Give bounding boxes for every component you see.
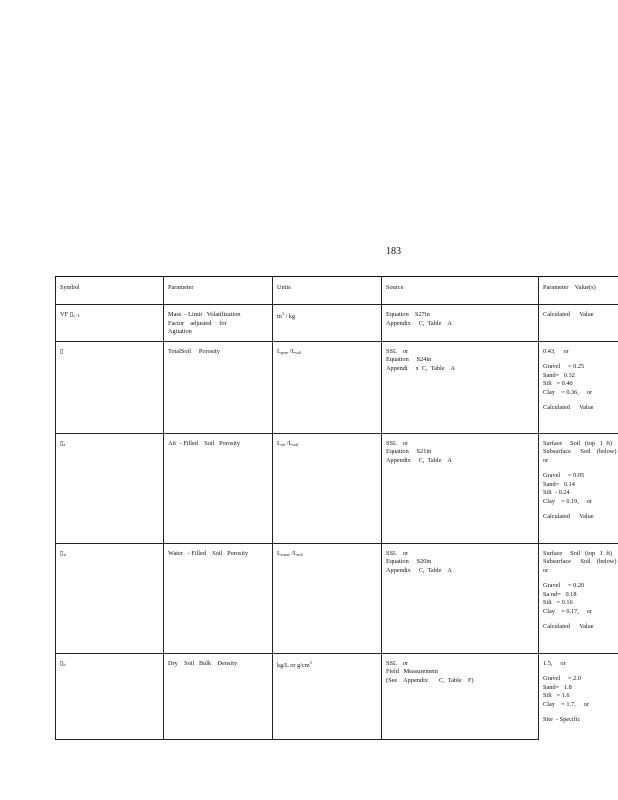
value-line: Gravel = 0.20 (543, 582, 585, 589)
value-line: or (543, 456, 549, 464)
parameter-line: TotalSoil Porosity (168, 347, 220, 355)
units-tail: /L (289, 347, 296, 355)
units-text: L (277, 439, 281, 447)
symbol-glyph: ▯ (69, 311, 74, 318)
units-text: kg/L or g/cm (277, 661, 310, 669)
symbol-cell (56, 341, 164, 433)
symbol-cell (56, 305, 164, 342)
units-cell (273, 305, 382, 342)
source-line: Field Measurement (386, 668, 438, 675)
source-line: SSL or (386, 659, 409, 667)
source-cell (382, 341, 539, 433)
value-line: Silt = 0.40 (543, 380, 573, 387)
value-line: Calculated Value (543, 513, 594, 520)
value-line: Calculated Value (543, 311, 594, 318)
units-cell (273, 341, 382, 433)
source-cell (382, 305, 539, 342)
parameter-cell (164, 305, 273, 342)
value-line: Sa nd= 0.18 (543, 590, 577, 598)
value-line (543, 506, 615, 513)
units-superscript: 3 (309, 659, 312, 665)
value-cell (539, 653, 618, 739)
value-line: Clay = 1.7, or (543, 700, 589, 708)
value-line: Subsurface Soil (below) (543, 448, 617, 455)
page-number: 183 (386, 246, 401, 257)
value-line: Silt = 0.16 (543, 599, 573, 606)
parameter-cell (164, 341, 273, 433)
value-line: Clay = 0.36, or (543, 388, 593, 396)
value-cell (539, 305, 618, 342)
value-line (543, 397, 615, 404)
value-line (543, 465, 615, 472)
value-cell (539, 433, 618, 543)
symbol-text: VF (60, 311, 69, 318)
source-line: SSL or (386, 439, 409, 447)
value-line: or (543, 566, 549, 574)
source-line: Equation S21in (386, 448, 432, 455)
units-cell (273, 653, 382, 739)
value-line (543, 356, 615, 363)
value-cell (539, 341, 618, 433)
source-cell (382, 653, 539, 739)
units-text: L (277, 549, 281, 557)
parameter-line: Water - Filled Soil Porosity (168, 549, 249, 557)
source-line: Appendix C, Table A (386, 319, 452, 327)
header-row (56, 277, 618, 305)
value-line: Clay = 0.19, or (543, 497, 593, 505)
symbol-glyph: ▯ (60, 439, 64, 447)
table-row (56, 543, 618, 653)
source-line: Equation S20in (386, 558, 432, 565)
header-units: Units (273, 277, 382, 305)
source-line: SSL or (386, 347, 409, 355)
symbol-glyph: ▯ (60, 549, 64, 557)
value-line: Surface Soil (top 1 ft) (543, 549, 613, 557)
value-line (543, 575, 615, 582)
units-cell (273, 433, 382, 543)
value-line (543, 709, 615, 716)
units-text: m (277, 313, 282, 320)
table-row (56, 305, 618, 342)
parameter-line: Mass - Limit Volatilization (168, 311, 241, 318)
value-line: Sand= 0.32 (543, 371, 575, 379)
table-row (56, 433, 618, 543)
units-tail: / kg (285, 313, 296, 320)
value-line: 0.43, or (543, 347, 569, 355)
value-line: Sand= 1.8 (543, 683, 572, 691)
value-line: Silt = 1.6 (543, 692, 570, 699)
symbol-subscript: s / L (73, 313, 81, 318)
value-line: Sand= 0.14 (543, 480, 575, 488)
symbol-glyph: ▯ (60, 659, 64, 667)
header-value: Parameter Value(s) (539, 277, 618, 305)
source-line: Equation S24in (386, 356, 432, 363)
value-line: 1.5, or (543, 659, 566, 667)
table-row (56, 341, 618, 433)
symbol-cell (56, 543, 164, 653)
units-tail: /L (291, 549, 297, 557)
value-line: Calculated Value (543, 623, 594, 630)
parameter-cell (164, 433, 273, 543)
symbol-subscript: a (63, 441, 66, 447)
units-superscript: 3 (281, 311, 284, 316)
header-symbol: Symbol (56, 277, 164, 305)
source-line: (See Appendix C, Table F) (386, 676, 474, 684)
parameter-table (55, 276, 618, 740)
value-line: Gravel = 0.05 (543, 472, 585, 479)
symbol-subscript: b (63, 661, 66, 667)
value-line (543, 668, 615, 675)
parameter-line: Air - Filled Soil Porosity (168, 439, 241, 447)
symbol-cell (56, 653, 164, 739)
value-cell (539, 543, 618, 653)
units-cell (273, 543, 382, 653)
parameter-cell (164, 543, 273, 653)
source-line: Appendix C, Table A (386, 566, 452, 574)
symbol-glyph: ▯ (60, 347, 64, 355)
symbol-cell (56, 433, 164, 543)
value-line: Gravel = 0.25 (543, 363, 585, 370)
value-line: Calculated Value (543, 404, 594, 411)
units-subscript: air (280, 441, 286, 447)
value-line: Clay = 0.17, or (543, 607, 593, 615)
source-line: Appendix C, Table A (386, 456, 452, 464)
units-subscript-2: soil (295, 349, 301, 355)
value-line: Gravel = 2.0 (543, 675, 581, 682)
source-line: Appendi x C, Table A (386, 364, 456, 372)
header-source: Source (382, 277, 539, 305)
source-line: SSL or (386, 549, 409, 557)
value-line (543, 616, 615, 623)
source-cell (382, 543, 539, 653)
units-subscript-2: soil (292, 441, 299, 447)
value-line: Subsurface Soil (below) (543, 558, 617, 565)
units-subscript: pore (280, 349, 288, 355)
table-row (56, 653, 618, 739)
parameter-line: Agitation (168, 328, 192, 335)
units-subscript-2: soil (296, 551, 303, 557)
units-text: L (277, 347, 281, 355)
source-line: Equation S27in (386, 311, 430, 318)
value-line: Site - Specific (543, 716, 581, 723)
units-tail: /L (286, 439, 293, 447)
value-line: Surface Soil (top 1 ft) (543, 439, 613, 447)
units-subscript: water (280, 551, 290, 557)
parameter-line: Dry Soil Bulk Density (168, 659, 238, 667)
parameter-cell (164, 653, 273, 739)
header-parameter: Parameter (164, 277, 273, 305)
symbol-subscript: w (63, 551, 67, 557)
source-cell (382, 433, 539, 543)
value-line: Silt - 0.24 (543, 489, 570, 496)
parameter-line: Factor adjusted for (168, 319, 227, 327)
